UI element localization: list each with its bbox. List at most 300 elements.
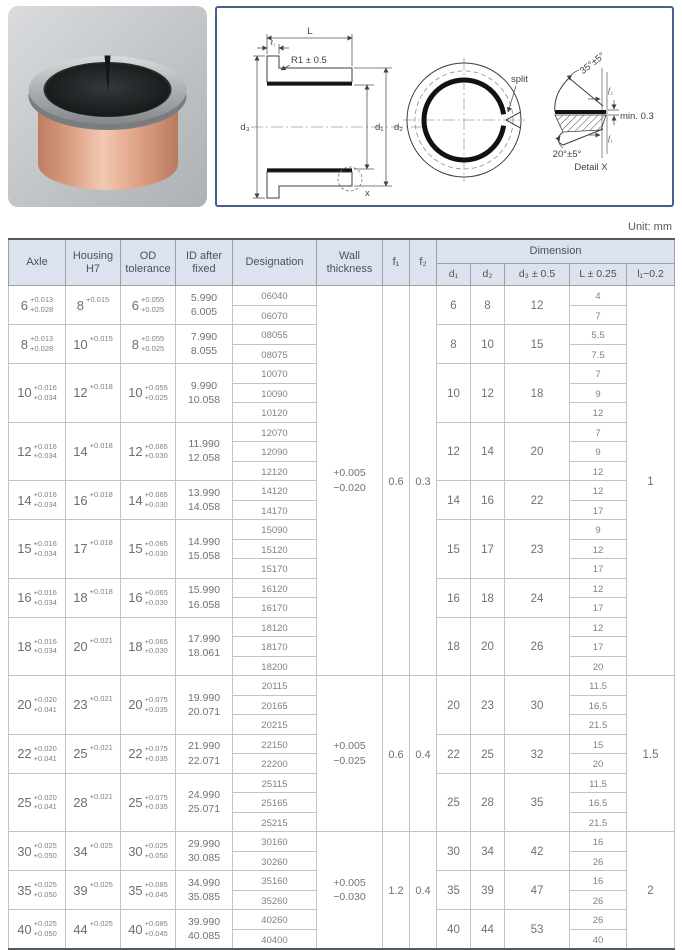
length-cell — [570, 773, 627, 793]
f2-cell-value: 0.4 — [415, 748, 431, 761]
od-tolerance-cell-tol-upper: +0.065 — [144, 539, 168, 548]
housing-cell-base: 8 — [76, 297, 85, 313]
id-after-fixed-cell-line2: 25.071 — [187, 803, 221, 816]
id-after-fixed-cell-line2: 8.055 — [190, 345, 218, 357]
length-cell-value: 12 — [592, 466, 604, 478]
housing-cell-base: 25 — [73, 746, 88, 761]
side-section-view — [240, 26, 425, 199]
d3-cell — [505, 286, 570, 325]
length-cell-value: 9 — [595, 525, 601, 537]
d3-cell-value: 18 — [530, 387, 544, 400]
length-cell-value: 7 — [595, 310, 601, 322]
d1-cell — [437, 832, 471, 871]
axle-cell-tol-upper: +0.016 — [33, 490, 57, 500]
designation-cell-value: 10070 — [261, 369, 288, 381]
housing-cell-base: 34 — [73, 843, 88, 859]
axle-cell-base: 35 — [17, 882, 32, 898]
designation-cell — [233, 851, 317, 871]
axle-cell-tol-upper: +0.016 — [33, 539, 57, 548]
l1-cell-value: 2 — [647, 885, 654, 897]
wall-thickness-cell-line1: +0.005 — [333, 467, 366, 480]
table-row — [9, 676, 675, 696]
axle-cell — [9, 364, 66, 423]
product-photo — [8, 6, 207, 207]
d1-cell-value: 25 — [447, 797, 460, 810]
id-after-fixed-cell-line1: 7.990 — [190, 330, 218, 343]
od-tolerance-cell-tol-lower: +0.030 — [144, 597, 168, 607]
axle-cell — [9, 617, 66, 676]
id-after-fixed-cell-line1: 9.990 — [190, 379, 218, 392]
od-tolerance-cell-base: 15 — [128, 541, 143, 557]
length-cell — [570, 598, 627, 618]
col-header-id — [176, 239, 233, 286]
axle-cell-tol-lower: +0.050 — [33, 890, 57, 899]
housing-cell — [66, 364, 121, 423]
d1-cell-value: 14 — [447, 495, 460, 507]
length-cell — [570, 871, 627, 891]
designation-cell — [233, 422, 317, 442]
col-header-od-line1: OD — [139, 249, 157, 262]
length-cell — [570, 481, 627, 501]
length-cell-value: 26 — [592, 915, 604, 927]
designation-cell — [233, 715, 317, 735]
d1-cell — [437, 871, 471, 910]
housing-cell — [66, 734, 121, 773]
dim-label-d3: d₃ — [240, 122, 250, 133]
f1-cell — [383, 676, 410, 832]
designation-cell — [233, 910, 317, 930]
housing-cell-tol-upper: +0.015 — [89, 333, 113, 343]
axle-cell-base: 6 — [20, 297, 29, 313]
housing-cell-base: 44 — [73, 921, 88, 937]
length-cell — [570, 500, 627, 520]
d2-cell — [471, 676, 505, 735]
designation-cell — [233, 481, 317, 501]
d1-cell — [437, 286, 471, 325]
spec-table-header — [9, 239, 675, 286]
id-after-fixed-cell-line2: 14.058 — [187, 501, 221, 513]
housing-cell-tol-upper: +0.025 — [89, 879, 113, 889]
axle-cell — [9, 578, 66, 617]
id-after-fixed-cell-line2: 22.071 — [187, 754, 221, 767]
id-after-fixed-cell-line1: 24.990 — [187, 789, 221, 802]
d1-cell-value: 35 — [447, 885, 460, 897]
axle-cell-tol-lower: +0.034 — [33, 597, 57, 607]
housing-cell-base: 10 — [73, 336, 88, 352]
d3-cell-value: 42 — [530, 846, 544, 858]
d3-cell — [505, 422, 570, 481]
length-cell-value: 12 — [592, 622, 604, 634]
housing-cell-base: 23 — [73, 697, 88, 713]
wall-thickness-cell-line2: −0.030 — [333, 891, 366, 903]
id-after-fixed-cell — [176, 364, 233, 423]
table-row — [9, 286, 675, 306]
f2-cell — [410, 286, 437, 676]
od-tolerance-cell-tol-upper: +0.065 — [144, 441, 168, 451]
f2-cell — [410, 676, 437, 832]
od-tolerance-cell-base: 18 — [128, 638, 143, 654]
housing-cell — [66, 520, 121, 579]
d2-cell-value: 34 — [481, 846, 494, 858]
housing-cell-tol-upper: +0.018 — [89, 587, 113, 597]
designation-cell-value: 15120 — [261, 544, 288, 556]
length-cell-value: 21.5 — [588, 817, 608, 829]
designation-cell-value: 18170 — [261, 642, 288, 654]
axle-cell-tol-upper: +0.016 — [33, 383, 57, 392]
f2-cell — [410, 832, 437, 950]
od-tolerance-cell-base: 6 — [131, 297, 140, 313]
length-cell-value: 26 — [592, 856, 604, 868]
axle-cell-tol-upper: +0.020 — [33, 743, 57, 753]
od-tolerance-cell-tol-lower: +0.035 — [144, 802, 168, 812]
length-cell — [570, 656, 627, 676]
l1-cell — [627, 286, 675, 676]
od-tolerance-cell-tol-lower: +0.045 — [144, 890, 168, 899]
axle-cell — [9, 481, 66, 520]
length-cell-value: 16 — [592, 837, 604, 849]
od-tolerance-cell-base: 14 — [128, 492, 143, 508]
col-header-l1: l₁−0.2 — [627, 264, 675, 286]
od-tolerance-cell-tol-upper: +0.075 — [144, 743, 168, 753]
d2-cell-value: 23 — [481, 699, 494, 712]
d3-cell — [505, 325, 570, 364]
id-after-fixed-cell-line2: 6.005 — [190, 306, 218, 318]
d1-cell-value: 8 — [450, 339, 457, 351]
d1-cell-value: 20 — [447, 699, 460, 712]
designation-cell-value: 18200 — [261, 661, 288, 673]
d1-cell — [437, 617, 471, 676]
axle-cell-tol-lower: +0.028 — [30, 344, 54, 353]
od-tolerance-cell-tol-lower: +0.025 — [141, 305, 165, 314]
od-tolerance-cell-tol-upper: +0.085 — [144, 880, 168, 890]
d1-cell-value: 40 — [447, 924, 460, 936]
designation-cell — [233, 695, 317, 715]
length-cell — [570, 890, 627, 910]
length-cell-value: 4 — [595, 291, 601, 303]
d2-cell-value: 25 — [481, 748, 494, 761]
id-after-fixed-cell-line1: 19.990 — [187, 691, 221, 704]
length-cell — [570, 851, 627, 871]
length-cell-value: 17 — [592, 603, 604, 615]
od-tolerance-cell-tol-lower: +0.050 — [144, 851, 168, 860]
axle-cell-tol-lower: +0.034 — [33, 548, 57, 558]
d1-cell — [437, 578, 471, 617]
designation-cell — [233, 344, 317, 364]
designation-cell — [233, 325, 317, 345]
col-header-d3: d₃ ± 0.5 — [505, 264, 570, 286]
axle-cell-tol-lower: +0.041 — [33, 704, 57, 714]
designation-cell — [233, 305, 317, 325]
length-cell — [570, 383, 627, 403]
length-cell — [570, 520, 627, 540]
housing-cell — [66, 676, 121, 735]
id-after-fixed-cell — [176, 910, 233, 950]
od-tolerance-cell-tol-upper: +0.075 — [144, 792, 168, 802]
designation-cell — [233, 773, 317, 793]
housing-cell — [66, 773, 121, 832]
d2-cell-value: 28 — [481, 797, 494, 810]
d2-cell-value: 8 — [484, 300, 491, 312]
length-cell-value: 26 — [592, 895, 604, 907]
l1-cell-value: 1.5 — [642, 748, 659, 761]
od-tolerance-cell-tol-upper: +0.085 — [144, 919, 168, 929]
housing-cell-tol-upper: +0.025 — [89, 840, 113, 850]
designation-cell-value: 18120 — [261, 622, 288, 634]
od-tolerance-cell — [121, 734, 176, 773]
designation-cell — [233, 754, 317, 774]
d1-cell-value: 12 — [447, 446, 460, 459]
designation-cell-value: 40400 — [261, 934, 288, 946]
housing-cell-base: 12 — [73, 385, 88, 401]
axle-cell-base: 22 — [17, 746, 32, 761]
housing-cell-base: 20 — [73, 638, 88, 654]
length-cell — [570, 676, 627, 696]
length-cell-value: 16 — [592, 876, 604, 888]
od-tolerance-cell — [121, 286, 176, 325]
f1-cell — [383, 832, 410, 950]
od-tolerance-cell-tol-lower: +0.025 — [144, 392, 168, 402]
housing-cell-tol-upper: +0.021 — [89, 694, 113, 704]
od-tolerance-cell-base: 12 — [128, 443, 143, 459]
d2-cell-value: 20 — [481, 641, 494, 654]
length-cell-value: 15 — [592, 739, 604, 751]
id-after-fixed-cell-line2: 15.058 — [187, 549, 221, 562]
dim-label-d1: d₁ — [375, 122, 384, 133]
dim-label-L: L — [307, 26, 313, 37]
od-tolerance-cell — [121, 910, 176, 950]
od-tolerance-cell-tol-upper: +0.055 — [141, 295, 165, 305]
spec-table-body — [9, 286, 675, 950]
od-tolerance-cell — [121, 364, 176, 423]
axle-cell-base: 15 — [17, 541, 32, 557]
designation-cell — [233, 617, 317, 637]
housing-cell-tol-upper: +0.021 — [89, 791, 113, 801]
d1-cell — [437, 910, 471, 950]
designation-cell — [233, 793, 317, 813]
length-cell — [570, 364, 627, 384]
designation-cell — [233, 559, 317, 579]
d3-cell-value: 15 — [530, 339, 544, 351]
axle-cell — [9, 910, 66, 950]
length-cell-value: 12 — [592, 544, 604, 556]
d3-cell — [505, 832, 570, 871]
od-tolerance-cell-base: 35 — [128, 882, 143, 898]
designation-cell — [233, 637, 317, 657]
detail-angle-bottom-label: 20°±5° — [552, 149, 582, 160]
wall-thickness-cell-line1: +0.005 — [333, 740, 366, 753]
length-cell — [570, 559, 627, 579]
axle-cell-tol-upper: +0.025 — [33, 880, 57, 890]
id-after-fixed-cell-line2: 35.085 — [187, 891, 221, 903]
axle-cell — [9, 422, 66, 481]
id-after-fixed-cell — [176, 773, 233, 832]
d2-cell-value: 17 — [481, 543, 494, 556]
axle-cell-tol-upper: +0.016 — [33, 441, 57, 451]
housing-cell-tol-upper: +0.018 — [89, 440, 113, 450]
od-tolerance-cell — [121, 617, 176, 676]
designation-cell-value: 20215 — [261, 720, 288, 732]
d2-cell-value: 12 — [481, 387, 494, 400]
d1-cell — [437, 520, 471, 579]
od-tolerance-cell-tol-upper: +0.025 — [144, 841, 168, 851]
d1-cell — [437, 773, 471, 832]
designation-cell-value: 30260 — [261, 856, 288, 868]
dim-label-l1: ℓ₁ — [270, 38, 276, 47]
designation-cell-value: 06070 — [261, 310, 288, 322]
designation-cell-value: 35260 — [261, 895, 288, 907]
od-tolerance-cell — [121, 773, 176, 832]
d3-cell — [505, 520, 570, 579]
wall-thickness-cell-line2: −0.020 — [333, 481, 366, 494]
designation-cell — [233, 676, 317, 696]
length-cell — [570, 325, 627, 345]
d1-cell-value: 18 — [447, 641, 460, 654]
axle-cell-base: 18 — [17, 638, 32, 654]
length-cell-value: 17 — [592, 564, 604, 576]
od-tolerance-cell-tol-lower: +0.035 — [144, 753, 168, 763]
id-after-fixed-cell-line1: 15.990 — [187, 584, 221, 597]
axle-cell — [9, 871, 66, 910]
d2-cell — [471, 578, 505, 617]
axle-cell — [9, 676, 66, 735]
designation-cell-value: 20165 — [261, 700, 288, 712]
d3-cell — [505, 676, 570, 735]
od-tolerance-cell-tol-lower: +0.045 — [144, 929, 168, 938]
d3-cell — [505, 578, 570, 617]
length-cell-value: 17 — [592, 505, 604, 517]
od-tolerance-cell-tol-lower: +0.030 — [144, 646, 168, 656]
id-after-fixed-cell-line2: 10.058 — [187, 393, 221, 406]
housing-cell-base: 18 — [73, 590, 88, 605]
d3-cell-value: 26 — [530, 641, 544, 654]
designation-cell-value: 12070 — [261, 427, 288, 439]
od-tolerance-cell-tol-upper: +0.055 — [144, 383, 168, 392]
l1-cell — [627, 832, 675, 950]
axle-cell-base: 16 — [17, 590, 32, 605]
length-cell-value: 12 — [592, 486, 604, 498]
housing-cell-base: 39 — [73, 882, 88, 898]
length-cell-value: 12 — [592, 583, 604, 595]
d1-cell — [437, 422, 471, 481]
housing-cell — [66, 325, 121, 364]
d3-cell-value: 23 — [530, 543, 544, 556]
d2-cell-value: 10 — [481, 339, 494, 351]
detail-f1-label: f₁ — [608, 134, 613, 143]
designation-cell — [233, 929, 317, 949]
od-tolerance-cell-base: 16 — [128, 590, 143, 605]
length-cell-value: 17 — [592, 642, 604, 654]
housing-cell-tol-upper: +0.018 — [89, 489, 113, 499]
axle-cell-tol-lower: +0.050 — [33, 851, 57, 860]
length-cell-value: 7 — [595, 427, 601, 439]
housing-cell-tol-upper: +0.021 — [89, 743, 113, 753]
od-tolerance-cell-tol-lower: +0.030 — [144, 500, 168, 509]
id-after-fixed-cell-line1: 34.990 — [187, 876, 221, 889]
technical-drawing — [215, 6, 674, 207]
length-cell-value: 9 — [595, 388, 601, 400]
d1-cell-value: 30 — [447, 846, 460, 858]
housing-cell — [66, 578, 121, 617]
axle-cell — [9, 325, 66, 364]
detail-f2-label: f₂ — [608, 86, 613, 95]
od-tolerance-cell-tol-lower: +0.030 — [144, 451, 168, 461]
designation-cell — [233, 832, 317, 852]
housing-cell — [66, 832, 121, 871]
d1-cell-value: 6 — [450, 300, 457, 312]
od-tolerance-cell-tol-upper: +0.075 — [144, 695, 168, 704]
axle-cell-tol-upper: +0.025 — [33, 919, 57, 929]
designation-cell-value: 14170 — [261, 505, 288, 517]
col-header-wall — [317, 239, 383, 286]
d2-cell — [471, 910, 505, 950]
od-tolerance-cell-base: 20 — [128, 697, 143, 713]
front-view — [403, 58, 528, 182]
id-after-fixed-cell-line1: 5.990 — [190, 291, 218, 304]
l1-cell — [627, 676, 675, 832]
od-tolerance-cell — [121, 520, 176, 579]
length-cell — [570, 695, 627, 715]
d2-cell — [471, 325, 505, 364]
housing-cell-tol-upper: +0.021 — [89, 635, 113, 645]
designation-cell-value: 12120 — [261, 466, 288, 478]
axle-cell-base: 40 — [17, 921, 32, 937]
col-header-id-line2: fixed — [192, 262, 216, 275]
d1-cell — [437, 676, 471, 735]
housing-cell-base: 16 — [73, 492, 88, 508]
bushing-photo-image — [8, 6, 207, 207]
od-tolerance-cell-tol-upper: +0.065 — [144, 636, 168, 646]
length-cell — [570, 539, 627, 559]
drawing-svg — [217, 8, 672, 205]
housing-cell — [66, 286, 121, 325]
axle-cell-tol-upper: +0.020 — [33, 695, 57, 704]
spec-table — [8, 238, 675, 950]
id-after-fixed-cell — [176, 832, 233, 871]
od-tolerance-cell-base: 22 — [128, 746, 143, 761]
l1-cell-value: 1 — [647, 475, 654, 488]
col-header-housing-line2: H7 — [85, 262, 101, 275]
designation-cell-value: 16170 — [261, 603, 288, 615]
axle-cell-tol-lower: +0.034 — [33, 646, 57, 656]
d3-cell-value: 35 — [530, 797, 544, 810]
designation-cell-value: 25165 — [261, 798, 288, 810]
designation-cell-value: 20115 — [261, 681, 288, 693]
axle-cell-tol-upper: +0.020 — [33, 792, 57, 802]
d2-cell-value: 44 — [481, 924, 494, 936]
housing-cell-base: 14 — [73, 443, 88, 459]
col-header-d2: d₂ — [471, 264, 505, 286]
length-cell-value: 12 — [592, 408, 604, 420]
length-cell — [570, 422, 627, 442]
length-cell — [570, 929, 627, 949]
designation-cell — [233, 812, 317, 832]
designation-cell — [233, 890, 317, 910]
designation-cell-value: 10090 — [261, 388, 288, 400]
designation-cell-value: 16120 — [261, 583, 288, 595]
id-after-fixed-cell — [176, 520, 233, 579]
id-after-fixed-cell — [176, 325, 233, 364]
axle-cell-base: 8 — [20, 336, 29, 352]
d1-cell — [437, 325, 471, 364]
axle-cell-tol-lower: +0.034 — [33, 392, 57, 402]
d2-cell-value: 39 — [481, 885, 494, 897]
d2-cell — [471, 773, 505, 832]
axle-cell-tol-lower: +0.041 — [33, 753, 57, 763]
detail-x-view — [553, 50, 654, 173]
housing-cell-base: 17 — [73, 541, 88, 557]
length-cell-value: 5.5 — [591, 330, 605, 342]
d3-cell-value: 30 — [530, 699, 544, 712]
